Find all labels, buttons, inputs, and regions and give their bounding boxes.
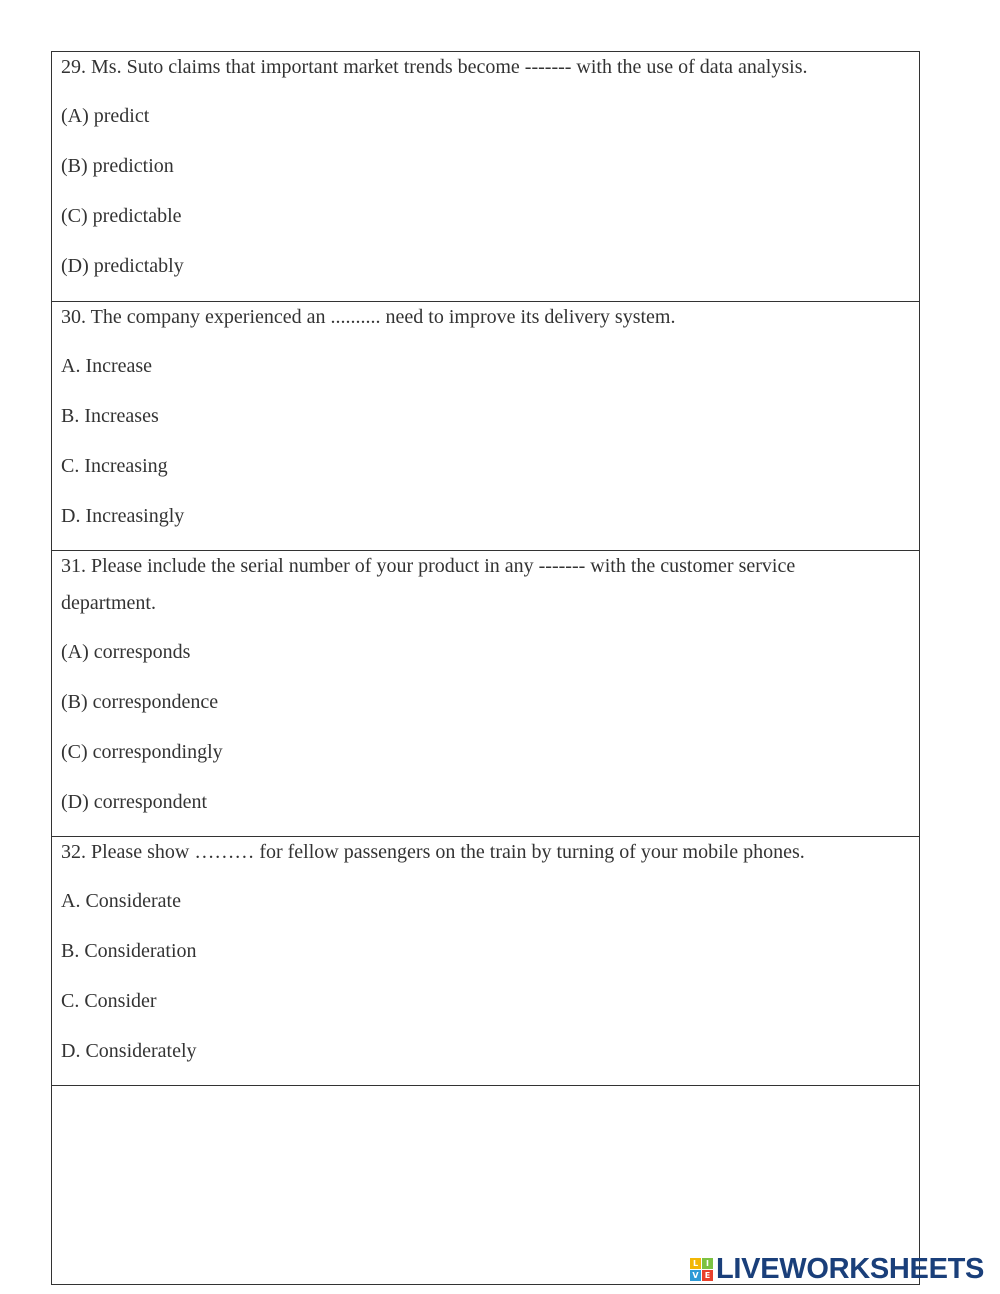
question-cell-30	[52, 302, 919, 551]
logo-badge-icon	[690, 1258, 713, 1281]
answer-option[interactable]: B. Increases	[61, 405, 159, 427]
answer-option[interactable]: (B) prediction	[61, 155, 174, 177]
question-cell-31	[52, 551, 919, 837]
answer-option[interactable]: (D) predictably	[61, 255, 184, 277]
question-stem: 30. The company experienced an .......... need to improve its delivery system.	[61, 306, 676, 328]
answer-option[interactable]: A. Increase	[61, 355, 153, 377]
answer-option[interactable]: D. Increasingly	[61, 505, 185, 527]
logo-badge-letter: L	[690, 1258, 701, 1269]
answer-option[interactable]: (A) predict	[61, 105, 150, 127]
logo-text: LIVEWORKSHEETS	[716, 1252, 985, 1285]
answer-option[interactable]: B. Consideration	[61, 940, 197, 962]
logo-badge-letter: E	[702, 1270, 713, 1281]
answer-option[interactable]: (C) correspondingly	[61, 741, 223, 763]
question-stem: 31. Please include the serial number of your product in any ------- with the customer service	[61, 555, 796, 577]
liveworksheets-logo	[690, 1254, 984, 1284]
answer-option[interactable]: A. Considerate	[61, 890, 181, 912]
question-stem: 32. Please show ……… for fellow passengers on the train by turning of your mobile phones.	[61, 841, 805, 863]
logo-badge-letter: V	[690, 1270, 701, 1281]
answer-option[interactable]: (B) correspondence	[61, 691, 219, 713]
answer-option[interactable]: C. Consider	[61, 990, 157, 1012]
logo-badge-letter: I	[702, 1258, 713, 1269]
answer-option[interactable]: (D) correspondent	[61, 791, 208, 813]
question-cell-32	[52, 837, 919, 1086]
answer-option[interactable]: (A) corresponds	[61, 641, 191, 663]
question-stem: 29. Ms. Suto claims that important market trends become ------- with the use of data analysis.	[61, 56, 808, 78]
answer-option[interactable]: C. Increasing	[61, 455, 168, 477]
answer-option[interactable]: (C) predictable	[61, 205, 182, 227]
worksheet-table	[51, 51, 920, 1285]
question-cell-29	[52, 52, 919, 302]
answer-option[interactable]: D. Considerately	[61, 1040, 197, 1062]
question-stem-continued: department.	[61, 592, 156, 614]
